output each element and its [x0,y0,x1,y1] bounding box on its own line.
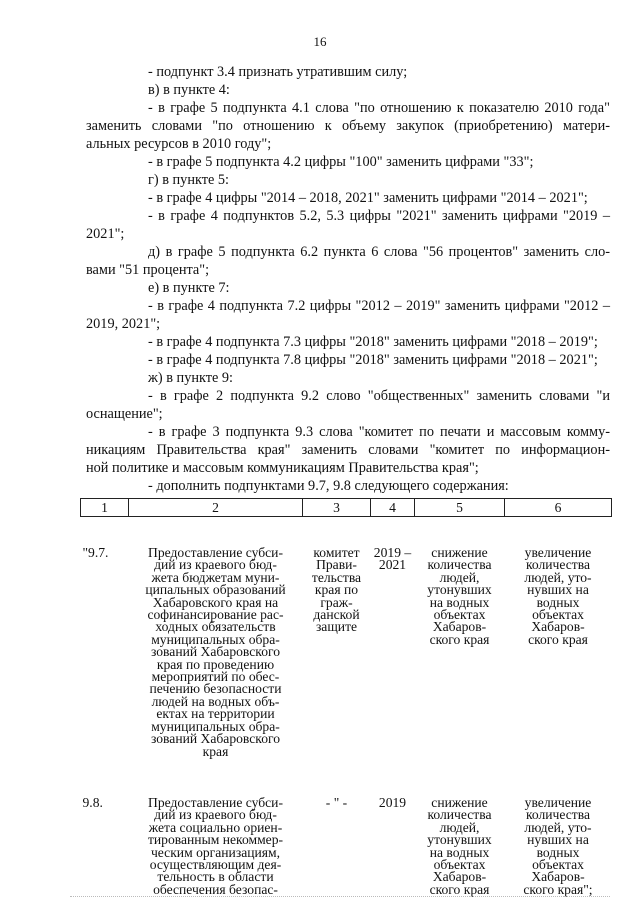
executor-cell [303,795,371,896]
text-line: оснащение"; [86,406,163,422]
term-cell [371,517,415,796]
text-line: г) в пункте 5: [148,172,230,188]
result-cell [415,795,505,896]
text-line: д) в графе 5 подпункта 6.2 пункта 6 слова "56 процентов" заменить сло- [148,244,610,260]
column-header: 6 [505,499,612,517]
cell-line: жета бюджетам муни- [151,569,280,585]
page-number: 16 [313,34,327,49]
cell-line: Прави- [316,557,357,573]
cell-line: обеспечения безопас- [153,881,278,897]
column-header: 3 [303,499,371,517]
cell-line: комитет [313,545,360,560]
cell-line: тельства [311,569,362,585]
cell-line: количества [525,557,591,573]
cell-line: людей, уто- [524,569,592,585]
cell-line: Хабаровского края на [152,594,279,610]
cell-line: жета социально ориен- [148,819,283,835]
cell-line: края [202,743,229,759]
cell-line: печению безопасности [149,681,282,697]
cell-line: данской [313,607,360,623]
text-line: - подпункт 3.4 признать утратившим силу; [148,64,408,80]
text-line: - в графе 4 подпункта 7.8 цифры "2018" заменить цифрами "2018 – 2021"; [148,352,598,368]
cell-line: ского края [429,881,490,897]
text-line: 2021"; [86,226,125,242]
cell-line: 2021 [378,557,407,573]
target-cell [505,517,612,796]
cell-line: 2019 – [373,545,412,560]
column-header: 4 [371,499,415,517]
cell-line: объектах [433,857,486,873]
text-line: вами "51 процента"; [86,262,210,278]
cell-line: количества [427,557,492,573]
cell-line: Хабаров- [432,619,487,635]
cell-line: защите [315,619,358,635]
text-line: - в графе 4 цифры "2014 – 2018, 2021" заменить цифрами "2014 – 2021"; [148,190,588,206]
text-line: ж) в пункте 9: [148,370,234,386]
cell-line: ского края [429,631,490,647]
item-number-cell: 9.8. [82,795,103,810]
cell-line: Предоставление субси- [148,795,283,810]
cell-line: дий из краевого бюд- [154,807,277,823]
cell-line: объектах [532,857,584,873]
text-line: - в графе 4 подпункта 7.2 цифры "2012 – 2019" заменить цифрами "2012 – [148,298,610,314]
text-line: - в графе 5 подпункта 4.2 цифры "100" заменить цифрами "33"; [148,154,534,170]
cell-line: утонувших [427,832,492,848]
cell-line: количества [427,807,492,823]
scan-edge-line [70,896,610,897]
cell-line: зований Хабаровского [150,644,281,660]
cell-line: муниципальных обра- [151,718,280,734]
cell-line: на водных [429,594,490,610]
cell-line: нувших на [527,582,589,598]
cell-line: увеличение [524,545,592,560]
text-line: заменить словами "по отношению к объему закупок (приобретению) матери- [86,118,610,134]
cell-line: - " - [325,795,348,810]
text-line: альных ресурсов в 2010 году"; [86,136,272,152]
cell-line: водных [536,844,580,860]
cell-line: Хабаров- [531,869,585,885]
cell-line: тированным некоммер- [147,832,284,848]
cell-line: ского края [528,631,588,647]
target-cell [505,795,612,896]
cell-line: снижение [431,545,488,560]
text-line: е) в пункте 7: [148,280,230,296]
table-row [81,517,612,796]
cell-line: Хабаров- [432,869,487,885]
cell-line: Хабаров- [531,619,585,635]
item-number-cell: "9.7. [82,545,109,560]
cell-line: утонувших [427,582,492,598]
cell-line: людей, уто- [524,819,592,835]
cell-line: края по проведению [156,656,275,672]
cell-line: ходных обязательств [155,619,276,635]
column-header: 1 [81,499,129,517]
amendment-table [80,498,612,896]
cell-line: ципальных образований [145,582,286,598]
table-header-row [81,499,612,517]
text-line: 2019, 2021"; [86,316,161,332]
cell-line: тельность в области [157,869,274,885]
cell-line: Предоставление субси- [148,545,283,560]
text-line: никациям Правительства края" заменить словами "комитет по информацион- [86,442,610,458]
text-line: - дополнить подпунктами 9.7, 9.8 следующего содержания: [148,478,509,494]
cell-line: водных [536,594,580,610]
cell-line: увеличение [524,795,592,810]
cell-line: людей, [439,569,480,585]
cell-line: людей, [439,819,480,835]
description-cell [129,517,303,796]
cell-line: снижение [431,795,488,810]
cell-line: края по [314,582,359,598]
cell-line: дий из краевого бюд- [154,557,277,573]
text-line: - в графе 5 подпункта 4.1 слова "по отношению к показателю 2010 года" [148,100,610,116]
cell-line: нувших на [527,832,589,848]
cell-line: граж- [320,594,353,610]
description-cell [129,795,303,896]
cell-line: осуществляющим дея- [149,857,282,873]
cell-line: объектах [433,607,486,623]
term-cell [371,795,415,896]
executor-cell [303,517,371,796]
cell-line: зований Хабаровского [150,731,281,747]
cell-line: количества [525,807,591,823]
cell-line: ектах на территории [156,706,275,722]
result-cell [415,517,505,796]
cell-line: мероприятий по обес- [151,669,280,685]
text-line: - в графе 4 подпунктов 5.2, 5.3 цифры "2021" заменить цифрами "2019 – [148,208,610,224]
column-header: 5 [415,499,505,517]
text-line: в) в пункте 4: [148,82,230,98]
text-line: - в графе 4 подпункта 7.3 цифры "2018" заменить цифрами "2018 – 2019"; [148,334,598,350]
cell-line: объектах [532,607,584,623]
cell-line: софинансирование рас- [147,607,284,623]
cell-line: на водных [429,844,490,860]
cell-line: ческим организациям, [150,844,281,860]
text-line: - в графе 2 подпункта 9.2 слово "общественных" заменить словами "и [148,388,610,404]
cell-line: муниципальных обра- [151,631,280,647]
cell-line: ского края"; [523,881,593,897]
cell-line: людей на водных объ- [151,693,280,709]
cell-line: 2019 [378,795,407,810]
column-header: 2 [129,499,303,517]
text-line: ной политике и массовым коммуникациям Правительства края"; [86,460,479,476]
table-row [81,795,612,896]
text-line: - в графе 3 подпункта 9.3 слова "комитет по печати и массовым комму- [148,424,610,440]
